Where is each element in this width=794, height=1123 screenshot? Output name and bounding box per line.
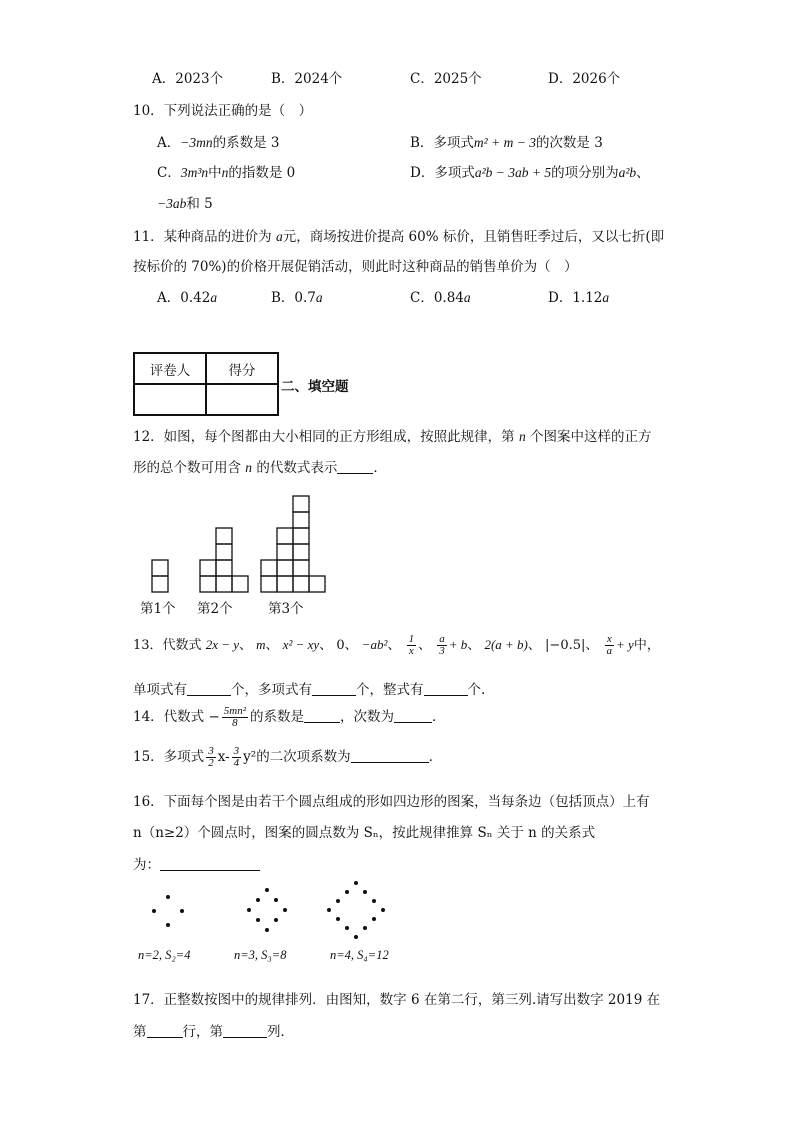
- q11-line1: [133, 225, 664, 245]
- q13-sep-5: 、: [387, 638, 401, 653]
- q12-fig-label-3: 第3个: [268, 601, 304, 617]
- q11-a-var: a: [210, 290, 218, 305]
- q13-line2-a: 单项式有: [133, 682, 187, 698]
- q13-sep-3: 、: [319, 638, 333, 653]
- score-table-score-cell[interactable]: [206, 384, 278, 415]
- q13-item-5: −ab²: [361, 637, 388, 652]
- q10-c-label: C．: [157, 165, 181, 181]
- q16-pattern-2: [247, 888, 287, 932]
- q11-line1-var: a: [275, 229, 283, 244]
- q12-line2-post: 的代数式表示: [252, 460, 338, 476]
- score-table-header-grader: 评卷人: [134, 353, 206, 384]
- q12-pattern-1: [152, 560, 168, 592]
- q17-line2-c: 列．: [267, 1024, 294, 1040]
- q9-option-c[interactable]: C．2025个: [410, 71, 482, 87]
- q14-end: ．: [432, 709, 446, 725]
- q17-blank-column[interactable]: [223, 1025, 267, 1038]
- q11-b-var: a: [315, 290, 323, 305]
- q9-option-a[interactable]: A．2023个: [152, 71, 224, 87]
- section-title: 二、填空题: [281, 379, 349, 395]
- q10-c-text: 的指数是 0: [228, 165, 296, 181]
- q17-line2-b: 行，第: [182, 1024, 223, 1040]
- q10-b-text: 的次数是 3: [535, 135, 603, 151]
- q12-answer-blank[interactable]: [337, 461, 373, 474]
- q12-pattern-2: [200, 528, 248, 592]
- q11-c-var: a: [463, 290, 471, 305]
- q16-fig-label-3: n=4, S₄=12: [330, 948, 389, 962]
- q10-d-label: D．多项式: [410, 165, 475, 181]
- q16-line1: 16．下面每个图是由若干个圆点组成的形如四边形的图案，当每条边（包括顶点）上有: [133, 794, 650, 810]
- q11-option-d[interactable]: [548, 286, 609, 306]
- q13-item-1: 2x − y: [205, 637, 239, 652]
- q12-line2-pre: 形的总个数可用含: [133, 460, 246, 476]
- q9-option-b[interactable]: B．2024个: [271, 71, 343, 87]
- q13-line2-d: 个.: [467, 682, 486, 698]
- q16-fig-label-1: n=2, S₂=4: [138, 948, 191, 962]
- q12-line2: [133, 456, 387, 476]
- q16-line3-pre: 为：: [133, 857, 160, 873]
- score-table: [133, 352, 279, 416]
- q11-line1-pre: 11．某种商品的进价为: [133, 229, 276, 245]
- q10-c-mid: 中: [208, 165, 222, 181]
- q10-option-d-cont: [157, 192, 213, 212]
- q9-option-d[interactable]: D．2026个: [548, 71, 621, 87]
- q15-blank[interactable]: [351, 750, 429, 763]
- q17-line1: 17．正整数按图中的规律排列．由图知，数字 6 在第二行，第三列.请写出数字 2019 在: [133, 992, 661, 1008]
- q10-option-c[interactable]: [157, 161, 295, 181]
- q10-d-cont-text: 和 5: [186, 196, 213, 212]
- q11-b-label: B．0.7: [271, 290, 316, 306]
- q11-a-label: A．0.42: [157, 290, 211, 306]
- q10-option-d[interactable]: [410, 161, 650, 181]
- q12-fig-label-1: 第1个: [140, 601, 176, 617]
- q13-line2: [133, 678, 485, 698]
- q13-frac-2: $\frac{a}{3}$: [439, 633, 445, 657]
- q13-frac-3: $\frac{x}{a}$: [606, 633, 613, 657]
- q10-a-text: 的系数是 3: [212, 135, 280, 151]
- q12-line1-var: n: [518, 429, 526, 444]
- q13-frac-3-post: + y: [616, 637, 634, 652]
- q14-blank-degree[interactable]: [394, 710, 432, 723]
- score-table-header-score: 得分: [206, 353, 278, 384]
- q13-sep-2: 、: [265, 638, 279, 653]
- q13-sep-4: 、: [344, 638, 358, 653]
- q10-stem: 10．下列说法正确的是（ ）: [133, 103, 313, 119]
- q10-d-sep: 、: [636, 165, 650, 181]
- q11-d-label: D．1.12: [548, 290, 603, 306]
- q10-d-term: a²b − 3ab + 5: [474, 165, 552, 180]
- q12-line1-pre: 12．如图，每个图都由大小相同的正方形组成，按照此规律，第: [133, 429, 519, 445]
- q15-line: [133, 745, 442, 769]
- q17-blank-row[interactable]: [147, 1025, 183, 1038]
- q13-frac-1: $\frac{1}{x}$: [408, 633, 415, 657]
- q10-a-label: A．: [157, 135, 181, 151]
- score-table-grader-cell[interactable]: [134, 384, 206, 415]
- q10-d-t1: a²b: [618, 165, 637, 180]
- q13-blank-integral[interactable]: [424, 683, 468, 696]
- q13-sep-7: 、: [467, 638, 481, 653]
- q13-abs: |−0.5|: [545, 638, 586, 653]
- q11-option-c[interactable]: [410, 286, 471, 306]
- q15-y: y²: [243, 749, 257, 765]
- q14-mid: 的系数是: [250, 709, 305, 725]
- q11-line2: 按标价的 70%)的价格开展促销活动，则此时这种商品的销售单价为（ ）: [133, 259, 578, 275]
- q13-paren: 2(a + b): [484, 637, 528, 652]
- q14-mid2: ，次数为: [340, 709, 395, 725]
- q15-end: ．: [428, 749, 443, 765]
- q14-line: [133, 705, 446, 729]
- q14-frac: $\frac{\text{5mn²}}{8}$: [223, 705, 247, 729]
- q16-fig-label-2: n=3, S₃=8: [234, 948, 287, 962]
- q11-d-var: a: [602, 290, 610, 305]
- q11-option-a[interactable]: [157, 286, 217, 306]
- q11-line1-post: 元，商场按进价提高 60% 标价，且销售旺季过后，又以七折(即: [282, 229, 665, 245]
- q17-line2: [133, 1020, 294, 1040]
- q17-line2-a: 第: [133, 1024, 147, 1040]
- q16-blank[interactable]: [160, 858, 260, 871]
- q14-blank-coefficient[interactable]: [304, 710, 340, 723]
- q13-blank-polynomial[interactable]: [312, 683, 356, 696]
- q13-line2-c: 个，整式有: [356, 682, 424, 698]
- q13-sep-1: 、: [239, 638, 253, 653]
- q12-line2-end: ．: [373, 460, 387, 476]
- q10-b-label: B．多项式: [410, 135, 474, 151]
- q15-pre: 15．多项式: [133, 749, 205, 765]
- q12-line1-post: 个图案中这样的正方: [525, 429, 652, 445]
- q10-d-mid: 的项分别为: [551, 165, 619, 181]
- q13-item-4: 0: [336, 638, 345, 653]
- q10-a-term: −3mn: [180, 135, 213, 150]
- q13-blank-monomial[interactable]: [187, 683, 231, 696]
- q12-fig-label-2: 第2个: [197, 601, 233, 617]
- q16-line2: n（n≥2）个圆点时，图案的圆点数为 Sₙ，按此规律推算 Sₙ 关于 n 的关系式: [133, 825, 596, 841]
- q14-pre: 14．代数式 −: [133, 709, 220, 725]
- q13-item-3: x² − xy: [282, 637, 320, 652]
- q12-line2-var: n: [245, 460, 253, 475]
- q13-line2-b: 个，多项式有: [231, 682, 312, 698]
- q13-item-2: m: [256, 637, 266, 652]
- q10-b-term: m² + m − 3: [473, 135, 536, 150]
- q13-sep-9: 、: [585, 638, 599, 653]
- q13-line1: [133, 634, 660, 657]
- q12-line1: [133, 425, 652, 445]
- q11-option-b[interactable]: [271, 286, 323, 306]
- q16-pattern-1: [152, 895, 184, 927]
- q10-d-cont-term: −3ab: [157, 196, 187, 211]
- q16-line3: [133, 853, 260, 873]
- q13-sep-8: 、: [527, 638, 541, 653]
- q15-post: 的二次项系数为: [256, 749, 351, 765]
- q16-pattern-3: [327, 881, 385, 939]
- q10-c-var: n: [221, 165, 229, 180]
- q10-option-b[interactable]: [410, 131, 603, 151]
- q16-figure: [140, 880, 400, 942]
- q15-frac-1: $\frac{3}{2}$: [208, 745, 214, 769]
- q10-option-a[interactable]: [157, 131, 280, 151]
- q15-x: x-: [217, 749, 230, 765]
- q13-frac-2-post: + b: [448, 637, 468, 652]
- q15-frac-2: $\frac{3}{4}$: [233, 745, 240, 769]
- q11-c-label: C．0.84: [410, 290, 464, 306]
- q13-pre: 13．代数式: [133, 638, 202, 653]
- q12-pattern-3: [261, 496, 325, 592]
- q13-tail: 中，: [633, 638, 660, 653]
- q10-c-term: 3m³n: [180, 165, 209, 180]
- q13-sep-6: 、: [418, 638, 432, 653]
